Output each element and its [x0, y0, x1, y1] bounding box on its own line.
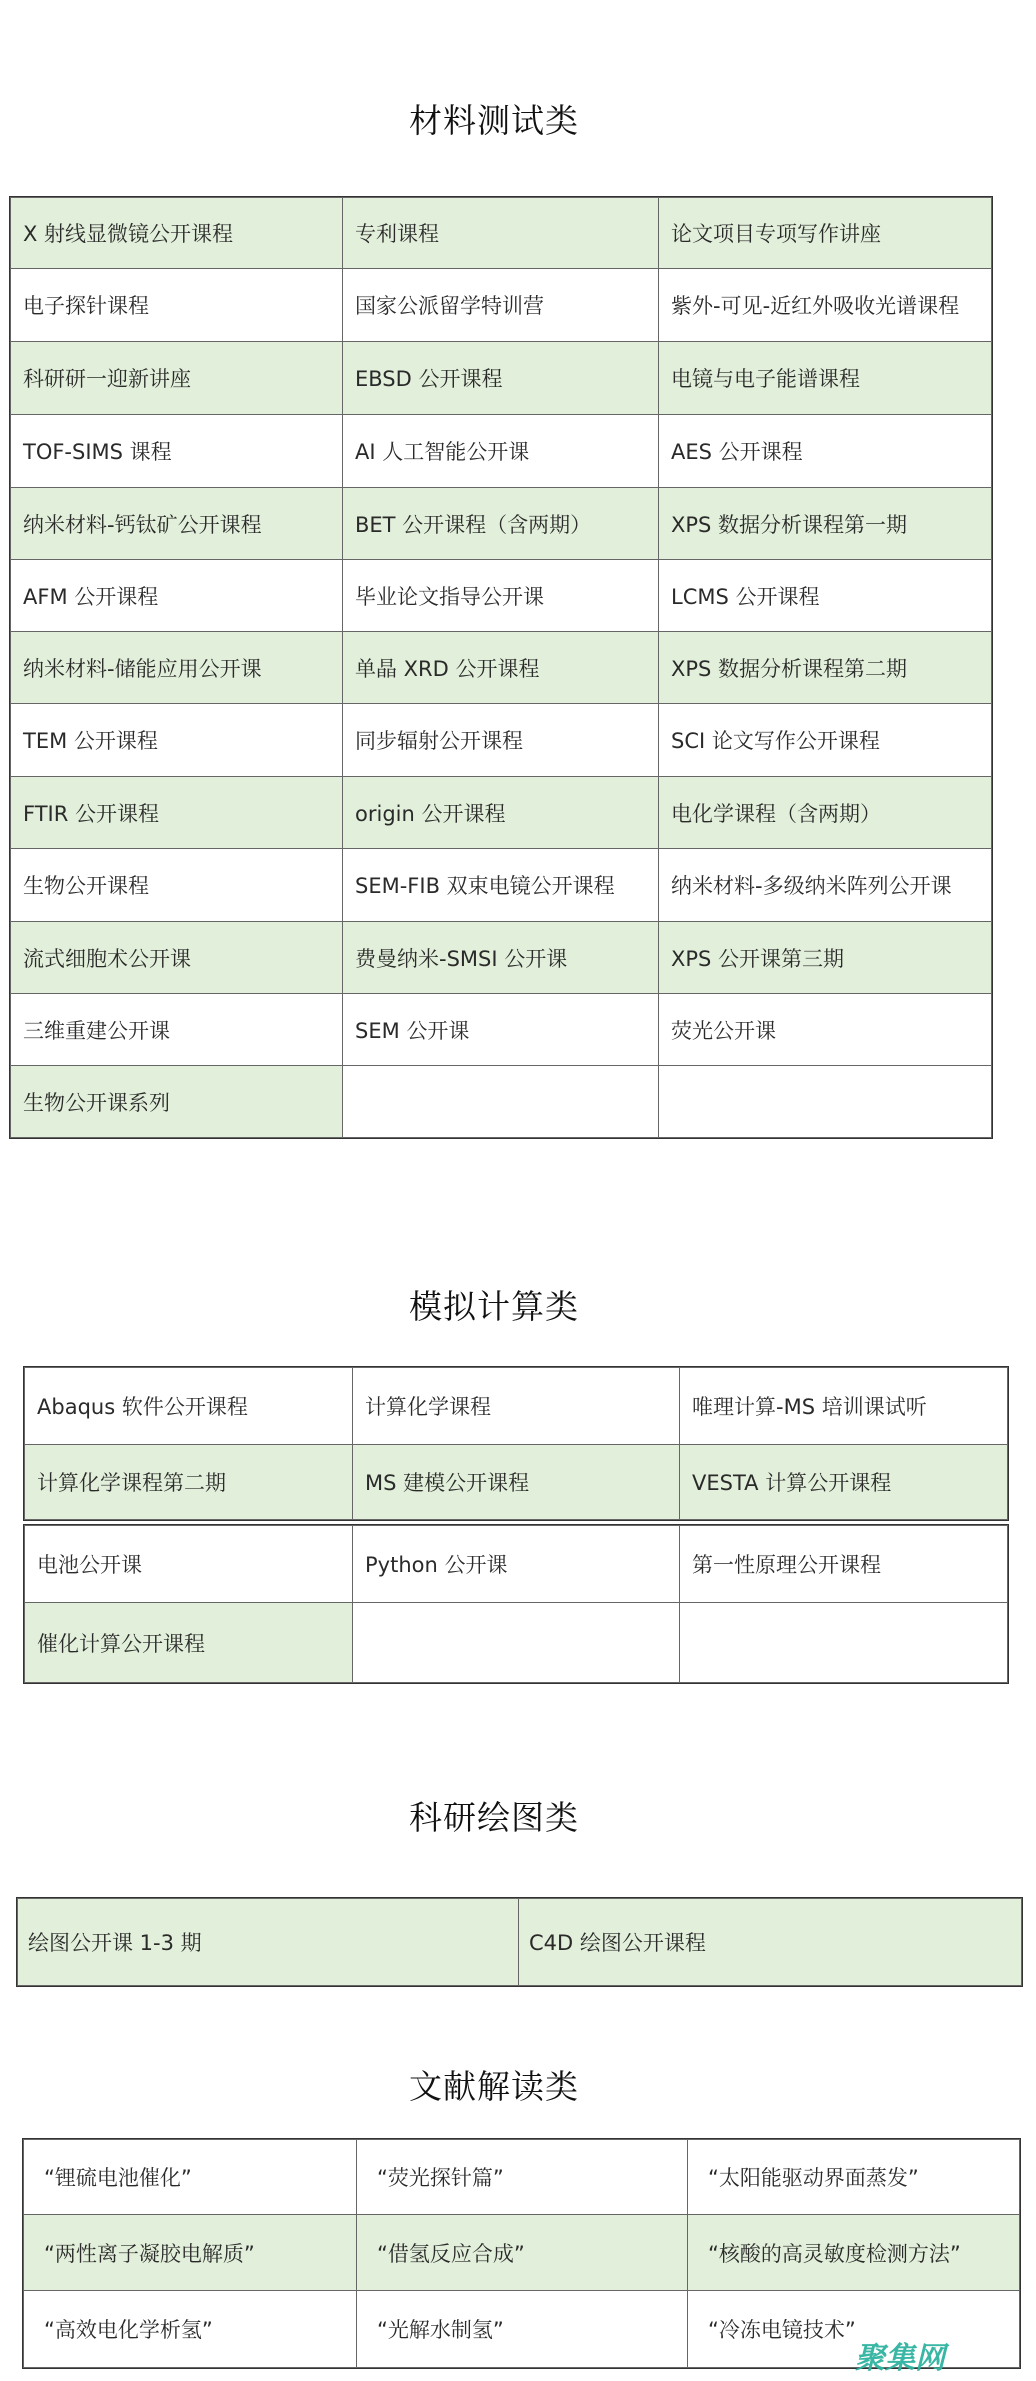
course-cell: 电子探针课程 — [11, 269, 343, 342]
course-cell: MS 建模公开课程 — [353, 1445, 680, 1520]
course-cell: AES 公开课程 — [659, 415, 992, 488]
course-cell: 计算化学课程第二期 — [25, 1445, 353, 1520]
course-cell: AI 人工智能公开课 — [343, 415, 659, 488]
course-cell: TEM 公开课程 — [11, 704, 343, 777]
simulation-b-row — [25, 1603, 1008, 1683]
materials-testing-row — [11, 488, 992, 560]
course-cell: “高效电化学析氢” — [24, 2291, 357, 2368]
course-cell: 国家公派留学特训营 — [343, 269, 659, 342]
materials-testing-row — [11, 269, 992, 342]
section-title-literature: 文献解读类 — [409, 2067, 579, 2106]
course-cell: 费曼纳米-SMSI 公开课 — [343, 922, 659, 994]
course-cell: 三维重建公开课 — [11, 994, 343, 1066]
course-cell: 同步辐射公开课程 — [343, 704, 659, 777]
course-cell: “荧光探针篇” — [357, 2140, 688, 2215]
course-cell: “核酸的高灵敏度检测方法” — [688, 2215, 1020, 2291]
research-drawing-row — [18, 1899, 1022, 1986]
course-cell: XPS 数据分析课程第一期 — [659, 488, 992, 560]
course-cell: 纳米材料-储能应用公开课 — [11, 632, 343, 704]
course-cell: origin 公开课程 — [343, 777, 659, 849]
materials-testing-row — [11, 994, 992, 1066]
course-cell: XPS 数据分析课程第二期 — [659, 632, 992, 704]
course-cell: TOF-SIMS 课程 — [11, 415, 343, 488]
materials-testing-row — [11, 922, 992, 994]
course-cell: “借氢反应合成” — [357, 2215, 688, 2291]
watermark-logo: 聚集网 — [855, 2341, 945, 2376]
course-cell: “冷冻电镜技术” — [688, 2291, 1020, 2368]
course-cell: “两性离子凝胶电解质” — [24, 2215, 357, 2291]
course-cell: 科研研一迎新讲座 — [11, 342, 343, 415]
course-cell: BET 公开课程（含两期） — [343, 488, 659, 560]
course-cell: SEM 公开课 — [343, 994, 659, 1066]
course-cell: 单晶 XRD 公开课程 — [343, 632, 659, 704]
course-cell: “光解水制氢” — [357, 2291, 688, 2368]
course-cell: Python 公开课 — [353, 1526, 680, 1603]
course-cell: 荧光公开课 — [659, 994, 992, 1066]
simulation-a-row — [25, 1445, 1008, 1520]
course-cell: 生物公开课系列 — [11, 1066, 343, 1138]
section-title-materials-testing: 材料测试类 — [409, 101, 579, 140]
simulation-table-b — [24, 1525, 1008, 1683]
course-cell: 电池公开课 — [25, 1526, 353, 1603]
course-cell: “太阳能驱动界面蒸发” — [688, 2140, 1020, 2215]
materials-testing-row — [11, 560, 992, 632]
materials-testing-table — [10, 197, 992, 1138]
materials-testing-row — [11, 849, 992, 922]
course-cell: 论文项目专项写作讲座 — [659, 198, 992, 269]
materials-testing-row — [11, 198, 992, 269]
course-cell: 电化学课程（含两期） — [659, 777, 992, 849]
course-cell: 第一性原理公开课程 — [680, 1526, 1008, 1603]
course-cell: 纳米材料-多级纳米阵列公开课 — [659, 849, 992, 922]
materials-testing-row — [11, 342, 992, 415]
course-cell: 纳米材料-钙钛矿公开课程 — [11, 488, 343, 560]
materials-testing-row — [11, 415, 992, 488]
course-cell: 毕业论文指导公开课 — [343, 560, 659, 632]
simulation-a-row — [25, 1368, 1008, 1445]
course-cell: 计算化学课程 — [353, 1368, 680, 1445]
course-cell: C4D 绘图公开课程 — [519, 1899, 1022, 1986]
empty-cell — [353, 1603, 680, 1683]
empty-cell — [343, 1066, 659, 1138]
section-title-simulation: 模拟计算类 — [409, 1287, 579, 1326]
literature-table — [23, 2139, 1020, 2368]
course-cell: FTIR 公开课程 — [11, 777, 343, 849]
materials-testing-row — [11, 704, 992, 777]
empty-cell — [680, 1603, 1008, 1683]
course-cell: 生物公开课程 — [11, 849, 343, 922]
course-cell: SCI 论文写作公开课程 — [659, 704, 992, 777]
course-cell: 紫外-可见-近红外吸收光谱课程 — [659, 269, 992, 342]
course-cell: XPS 公开课第三期 — [659, 922, 992, 994]
course-cell: 催化计算公开课程 — [25, 1603, 353, 1683]
literature-row — [24, 2140, 1020, 2215]
literature-row — [24, 2215, 1020, 2291]
course-cell: X 射线显微镜公开课程 — [11, 198, 343, 269]
course-cell: 绘图公开课 1-3 期 — [18, 1899, 519, 1986]
simulation-table-a — [24, 1367, 1008, 1520]
research-drawing-table — [17, 1898, 1022, 1986]
empty-cell — [659, 1066, 992, 1138]
materials-testing-row — [11, 632, 992, 704]
course-cell: EBSD 公开课程 — [343, 342, 659, 415]
course-cell: LCMS 公开课程 — [659, 560, 992, 632]
course-cell: SEM-FIB 双束电镜公开课程 — [343, 849, 659, 922]
materials-testing-row — [11, 1066, 992, 1138]
course-cell: 电镜与电子能谱课程 — [659, 342, 992, 415]
course-cell: AFM 公开课程 — [11, 560, 343, 632]
course-cell: 唯理计算-MS 培训课试听 — [680, 1368, 1008, 1445]
course-cell: 流式细胞术公开课 — [11, 922, 343, 994]
course-cell: Abaqus 软件公开课程 — [25, 1368, 353, 1445]
materials-testing-row — [11, 777, 992, 849]
course-cell: “锂硫电池催化” — [24, 2140, 357, 2215]
course-cell: VESTA 计算公开课程 — [680, 1445, 1008, 1520]
simulation-b-row — [25, 1526, 1008, 1603]
course-cell: 专利课程 — [343, 198, 659, 269]
section-title-research-drawing: 科研绘图类 — [409, 1798, 579, 1837]
